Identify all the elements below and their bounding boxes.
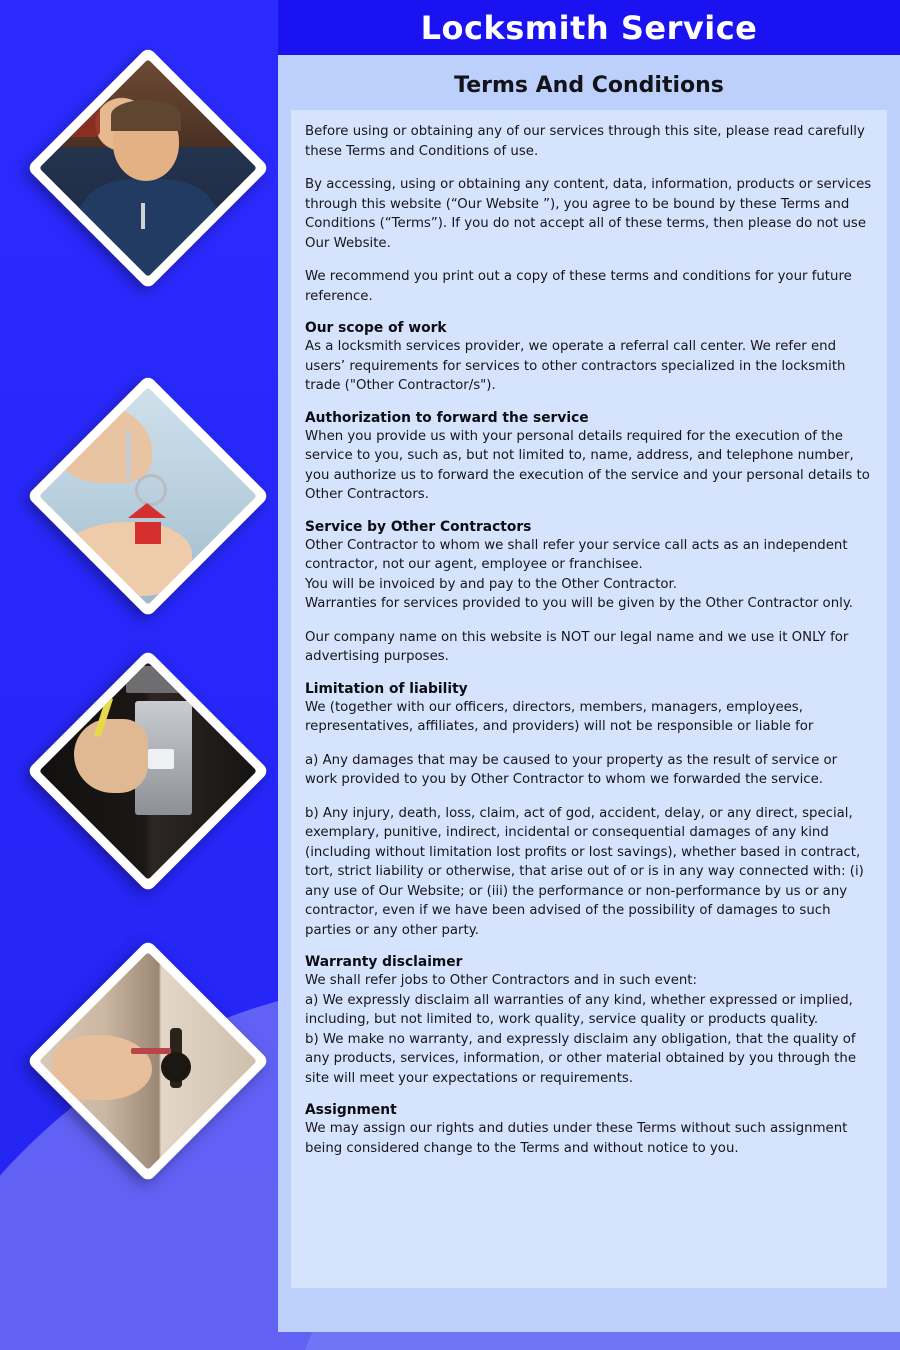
- section-limitation-of-liability: [305, 681, 873, 737]
- section-paragraph: When you provide us with your personal details required for the execution of the service to you, such as, but not limited to, name, address, and telephone number, you authorize us to forward the execution of the service and your personal details to Other Contractors.: [305, 428, 870, 502]
- photo-key-shape: [126, 431, 131, 479]
- diamond-frame: [26, 374, 269, 617]
- gallery-item-house-keys-handover: [30, 378, 248, 596]
- warranty-item-a: a) We expressly disclaim all warranties of any kind, whether expressed or implied, including, but not limited to, work quality, service quality or products quality.: [305, 992, 853, 1027]
- photo-hair-shape: [111, 100, 181, 131]
- liability-intro: We (together with our officers, directors, members, managers, employees, representatives, affiliates, and providers) will not be responsible or liable for: [305, 699, 814, 734]
- legal-name-notice: Our company name on this website is NOT our legal name and we use it ONLY for advertising purposes.: [305, 629, 849, 664]
- section-heading: Our scope of work: [305, 320, 447, 336]
- diamond-frame: [26, 46, 269, 289]
- section-service-by-other-contractors: [305, 519, 873, 614]
- gallery-item-door-knob-repair: [30, 943, 248, 1161]
- intro-paragraph-3: We recommend you print out a copy of these terms and conditions for your future reference.: [305, 269, 852, 304]
- diamond-clip: [39, 662, 257, 880]
- photo-door-knob-shape: [161, 1052, 191, 1082]
- section-heading: Warranty disclaimer: [305, 954, 463, 970]
- diamond-clip: [39, 952, 257, 1170]
- intro-paragraph-1: Before using or obtaining any of our services through this site, please read carefully these Terms and Conditions of use.: [305, 124, 865, 159]
- section-heading: Assignment: [305, 1102, 397, 1118]
- diamond-frame: [26, 939, 269, 1182]
- section-heading: Limitation of liability: [305, 680, 468, 697]
- diamond-frame: [26, 649, 269, 892]
- diamond-clip: [39, 387, 257, 605]
- section-paragraph: You will be invoiced by and pay to the Other Contractor.: [305, 576, 678, 592]
- photo-door-top-shape: [126, 666, 200, 692]
- photo-background-accent: [43, 76, 100, 137]
- liability-item-a: a) Any damages that may be caused to your property as the result of service or work provided to you by Other Contractor to whom we forwarded the service.: [305, 752, 838, 787]
- photo-lock-button-shape: [148, 749, 174, 769]
- gallery-item-door-lock-keypad: [30, 653, 248, 871]
- section-warranty-disclaimer: [305, 954, 873, 1088]
- photo-hand-shape: [52, 1035, 152, 1100]
- site-title: Locksmith Service: [420, 8, 758, 47]
- photo-house-body-shape: [135, 522, 161, 544]
- photo-shirt-shape: [78, 179, 218, 277]
- section-assignment: [305, 1102, 873, 1158]
- section-heading: Authorization to forward the service: [305, 409, 589, 426]
- section-paragraph: Warranties for services provided to you will be given by the Other Contractor only.: [305, 596, 854, 611]
- warranty-item-b: b) We make no warranty, and expressly disclaim any obligation, that the quality of any products, services, information, or other material obtained by you through the site will meet your expectations or requirements.: [305, 1031, 857, 1086]
- terms-panel: [278, 55, 900, 1332]
- warranty-paragraph: We shall refer jobs to Other Contractors and in such event:: [305, 973, 698, 988]
- photo-keyring-shape: [135, 474, 167, 506]
- diamond-clip: [39, 59, 257, 277]
- terms-body: [291, 110, 887, 1288]
- gallery-item-locksmith-technician: [30, 50, 248, 268]
- photo-hand-shape: [74, 719, 148, 793]
- locksmith-technician-photo: [39, 59, 257, 277]
- section-authorization-to-forward: [305, 410, 873, 505]
- section-paragraph: Other Contractor to whom we shall refer your service call acts as an independent contractor, not our agent, employee or franchisee.: [305, 537, 848, 572]
- liability-item-b: b) Any injury, death, loss, claim, act of god, accident, delay, or any direct, special, exemplary, punitive, indirect, incidental or consequential damages of any kind (including without limitation lost profits or lost savings), whether based in contract, tort, strict liability or otherwise, that arise out of or is in any way connected with: (i) any use of Our Website; or (iii) the performance or non-performance by us or any contractor, even if we have been advised of the possibility of damages to such parties or any other party.: [305, 805, 864, 938]
- page-title: Terms And Conditions: [454, 73, 724, 98]
- section-paragraph: As a locksmith services provider, we operate a referral call center. We refer end users’ requirements for services to other contractors specialized in the locksmith trade ("Other Contractor/s").: [305, 339, 846, 393]
- photo-house-roof-shape: [128, 503, 166, 518]
- image-rail: [0, 0, 278, 1350]
- door-knob-repair-photo: [39, 952, 257, 1170]
- section-heading: Service by Other Contractors: [305, 518, 532, 535]
- intro-paragraph-2: By accessing, using or obtaining any content, data, information, products or services through this website (“Our Website ”), you agree to be bound by these Terms and Conditions (“Terms”). If you do not accept all of these terms, then please do not use Our Website.: [305, 177, 872, 251]
- photo-hand-upper-shape: [52, 404, 152, 482]
- photo-hand-lower-shape: [56, 522, 191, 596]
- photo-key-shape: [141, 203, 145, 229]
- page-header: [278, 0, 900, 55]
- section-scope-of-work: [305, 320, 873, 396]
- photo-tool-shape: [131, 1048, 171, 1054]
- assignment-paragraph: We may assign our rights and duties under these Terms without such assignment being considered change to the Terms and without notice to you.: [305, 1121, 848, 1156]
- house-keys-handover-photo: [39, 387, 257, 605]
- door-lock-keypad-photo: [39, 662, 257, 880]
